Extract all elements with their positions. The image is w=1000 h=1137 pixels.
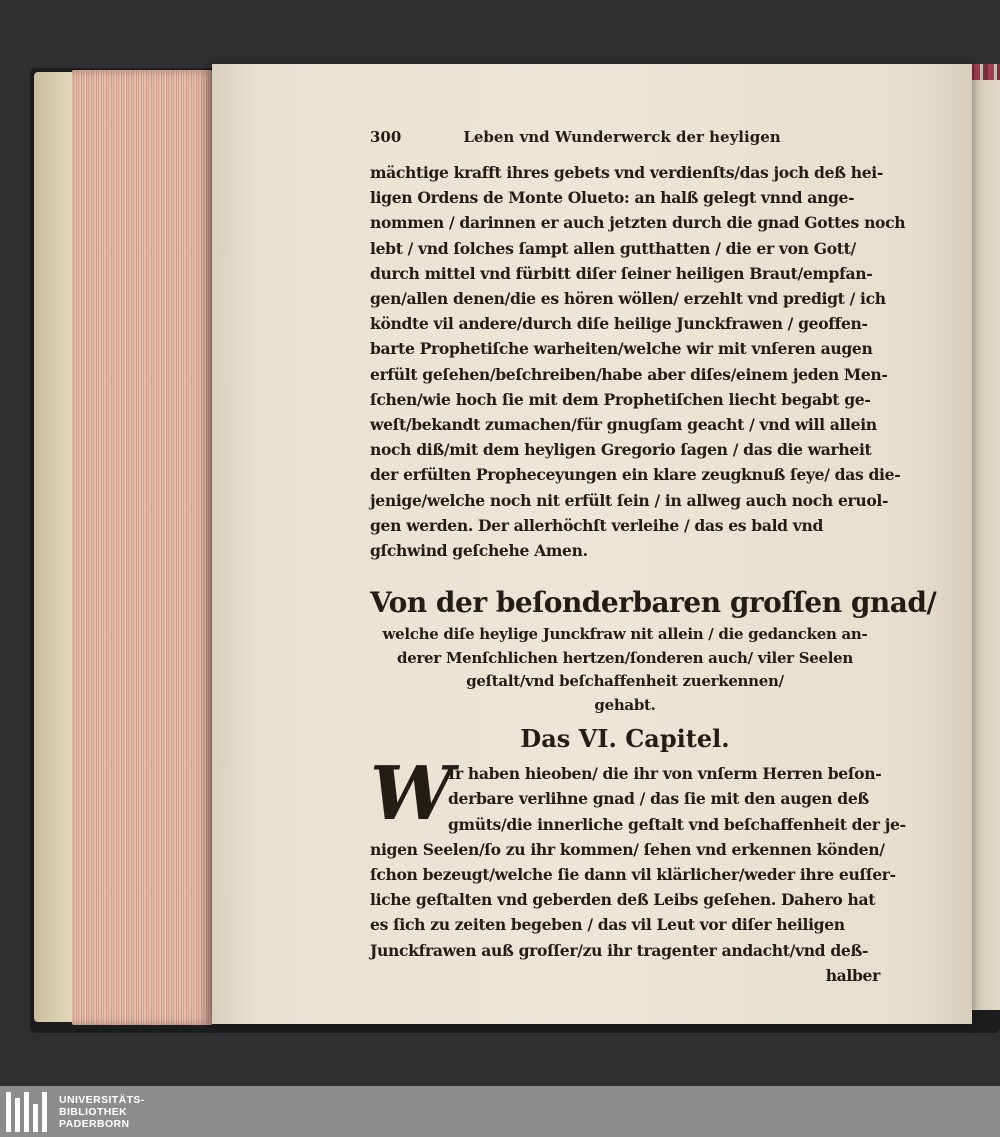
text-line: gen/allen denen/die es hören wöllen/ erzehlt vnd predigt / ich: [370, 289, 886, 309]
text-line: weſt/bekandt zumachen/für gnugſam geacht / vnd will allein: [370, 415, 877, 435]
text-line: Ir haben hieoben/ die ihr von vnſerm Herren beſon-: [448, 764, 882, 784]
text-line: liche geſtalten vnd geberden deß Leibs geſehen. Dahero hat: [370, 890, 876, 910]
drop-cap-initial: W: [370, 751, 454, 838]
text-line: erfült geſehen/beſchreiben/habe aber diſes/einem jeden Men-: [370, 364, 888, 384]
facing-page-edge: [968, 80, 1000, 1010]
text-line: gmüts/die innerliche geſtalt vnd beſchaffenheit der je-: [448, 814, 906, 834]
chapter-body: [370, 751, 906, 988]
subtitle-line: geſtalt/vnd beſchaffenheit zuerkennen/: [466, 672, 784, 691]
library-footer: [0, 1086, 1000, 1137]
text-line: jenige/welche noch nit erfült ſein / in allweg auch noch eruol-: [370, 490, 889, 510]
library-logo-icon: [6, 1092, 47, 1132]
text-line: köndte vil andere/durch diſe heilige Junckfrawen / geoffen-: [370, 314, 868, 334]
text-line: lebt / vnd ſolches ſampt allen gutthatten / die er von Gott/: [370, 238, 856, 258]
chapter-number: Das VI. Capitel.: [520, 724, 730, 754]
text-line: es ſich zu zeiten begeben / das vil Leut vor diſer heiligen: [370, 915, 845, 935]
catchword: halber: [825, 965, 880, 985]
text-line: ligen Ordens de Monte Olueto: an halß gelegt vnnd ange-: [370, 188, 855, 208]
text-line: ſchen/wie hoch ſie mit dem Prophetiſchen liecht begabt ge-: [370, 389, 871, 409]
subtitle-line: welche diſe heylige Junckfraw nit allein / die gedancken an-: [382, 625, 868, 644]
text-line: barte Prophetiſche warheiten/welche wir mit vnſeren augen: [370, 339, 873, 359]
text-line: mächtige krafft ihres gebets vnd verdienſts/das joch deß hei-: [370, 163, 883, 182]
chapter-title: Von der beſonderbaren groſſen gnad/: [370, 586, 937, 620]
library-name: [59, 1094, 145, 1130]
text-line: der erfülten Propheceyungen ein klare zeugknuß ſeye/ das die-: [370, 465, 901, 485]
page-edges-stack: [72, 70, 212, 1025]
text-line: noch diß/mit dem heyligen Gregorio ſagen / das die warheit: [370, 440, 872, 460]
library-name-line: UNIVERSITÄTS-: [59, 1093, 145, 1106]
text-line: nigen Seelen/ſo zu ihr kommen/ ſehen vnd erkennen könden/: [370, 839, 885, 859]
subtitle-line: derer Menſchlichen hertzen/ſonderen auch/ viler Seelen: [397, 648, 853, 667]
text-line: durch mittel vnd fürbitt diſer ſeiner heiligen Braut/empfan-: [370, 263, 873, 283]
text-line: Junckfrawen auß groſſer/zu ihr tragenter andacht/vnd deß-: [370, 940, 869, 960]
chapter-subtitle: [370, 623, 880, 717]
library-name-line: PADERBORN: [59, 1117, 130, 1130]
library-name-line: BIBLIOTHEK: [59, 1105, 128, 1118]
page-header: [370, 128, 880, 160]
page-number: 300: [370, 128, 402, 146]
text-line: gſchwind geſchehe Amen.: [370, 541, 588, 561]
text-line: ſchon bezeugt/welche ſie dann vil klärlicher/weder ihre euſſer-: [370, 865, 896, 885]
subtitle-line: gehabt.: [594, 695, 656, 714]
page-text: [370, 128, 937, 988]
text-line: nommen / darinnen er auch jetzten durch die gnad Gottes noch: [370, 213, 906, 233]
text-line: derbare verlihne gnad / das ſie mit den augen deß: [448, 789, 869, 809]
text-line: gen werden. Der allerhöchſt verleihe / das es bald vnd: [370, 515, 824, 535]
running-head: Leben vnd Wunderwerck der heyligen: [463, 128, 781, 146]
closing-paragraph: [370, 160, 906, 563]
